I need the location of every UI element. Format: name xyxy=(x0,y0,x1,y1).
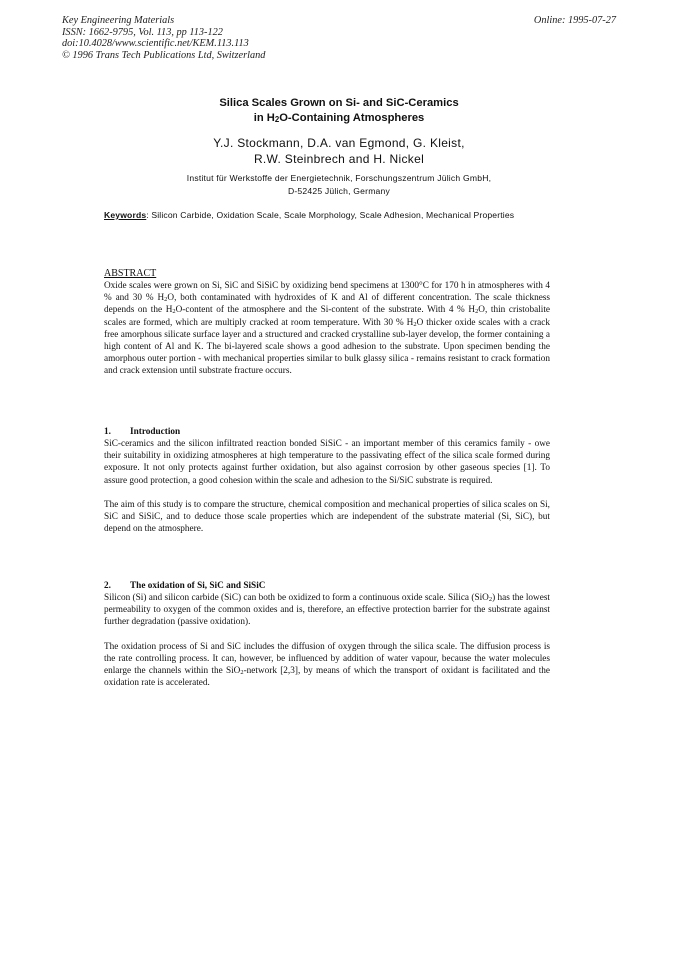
section-number: 1. xyxy=(104,427,111,437)
affiliation-line-2: D-52425 Jülich, Germany xyxy=(287,185,391,196)
journal-header xyxy=(62,15,265,61)
online-date: Online: 1995-07-27 xyxy=(533,15,616,26)
issn-line: ISSN: 1662-9795, Vol. 113, pp 113-122 xyxy=(62,26,223,38)
doi-line[interactable]: doi:10.4028/www.scientific.net/KEM.113.113 xyxy=(62,38,249,50)
title-text: in H xyxy=(253,111,275,124)
copyright-line: © 1996 Trans Tech Publications Ltd, Switzerland xyxy=(62,49,266,61)
oxidation-section xyxy=(104,580,550,689)
paragraph-text: -network [2,3], by means of which the transport of oxidant is facilitated and the oxidation rate is accelerated. xyxy=(104,665,550,689)
subscript: 2 xyxy=(164,296,168,304)
abstract-text: O, both contaminated with hydroxides of K and Al of different concentration. The scale thickness depends on the H xyxy=(104,293,550,316)
title-line-2 xyxy=(0,111,678,126)
paper-title xyxy=(0,96,678,125)
journal-name: Key Engineering Materials xyxy=(62,15,175,26)
subscript: 2 xyxy=(475,308,479,316)
abstract-body xyxy=(104,280,550,377)
authors-line-2: R.W. Steinbrech and H. Nickel xyxy=(253,152,425,166)
oxidation-paragraph-2 xyxy=(104,641,550,690)
keywords xyxy=(104,209,550,221)
abstract-heading xyxy=(104,268,550,280)
abstract-section xyxy=(104,268,550,377)
title-subscript: 2 xyxy=(274,114,280,124)
keywords-text: : Silicon Carbide, Oxidation Scale, Scale Morphology, Scale Adhesion, Mechanical Properties xyxy=(146,210,515,220)
introduction-section xyxy=(104,426,550,535)
author-list xyxy=(0,135,678,167)
section-heading-oxidation xyxy=(104,580,550,592)
introduction-paragraph-2: The aim of this study is to compare the structure, chemical composition and mechanical properties of silica scales on Si, SiC and SiSiC, and to deduce those scale properties which are independent of the substrate material (Si, SiC), but depend on the atmosphere. xyxy=(104,499,550,535)
paragraph-text: ) has the lowest permeability to oxygen of the common oxides and is, therefore, an effective protection barrier for the substrate against further degradation (passive oxidation). xyxy=(104,593,550,628)
affiliation xyxy=(0,172,678,197)
abstract-text: Oxide scales were grown on Si, SiC and SiSiC by oxidizing bend specimens at 1300°C for 170 h in atmospheres with 4 % and 30 % H xyxy=(104,281,550,304)
section-heading-introduction xyxy=(104,426,550,438)
subscript: 2 xyxy=(413,320,417,328)
section-title: Introduction xyxy=(130,427,181,437)
section-title: The oxidation of Si, SiC and SiSiC xyxy=(130,581,266,591)
introduction-paragraph-1: SiC-ceramics and the silicon infiltrated reaction bonded SiSiC - an important member of this ceramics family - owe their suitability in oxidizing atmospheres at high temperature to the passivating effect of the silica scale formed during exposure. It not only protects against further oxidation, but also against corrosion by other gaseous species [1]. To assure good protection, a good cohesion within the scale and adhesion to the Si/SiC substrate is required. xyxy=(104,439,550,486)
oxidation-paragraph-1 xyxy=(104,592,550,628)
authors-line-1: Y.J. Stockmann, D.A. van Egmond, G. Kleist, xyxy=(213,136,465,150)
subscript: 2 xyxy=(240,668,244,676)
keywords-label: Keywords xyxy=(104,210,147,220)
subscript: 2 xyxy=(172,308,176,316)
abstract-text: O, thin cristobalite scales are formed, which are multiply cracked at room temperature. With 30 % H xyxy=(104,305,550,328)
section-number: 2. xyxy=(104,581,111,591)
title-text: O-Containing Atmospheres xyxy=(279,111,425,124)
paragraph-text: The oxidation process of Si and SiC includes the diffusion of oxygen through the silica scale. The diffusion process is the rate controlling process. It can, however, be influenced by addition of water vapour, because the water molecules enlarge the channels within the SiO xyxy=(104,641,550,676)
abstract-text: O-content of the atmosphere and the Si-content of the substrate. With 4 % H xyxy=(175,305,476,316)
title-line-1: Silica Scales Grown on Si- and SiC-Ceramics xyxy=(219,97,459,109)
abstract-text: O thicker oxide scales with a crack free amorphous silicate surface layer and a structured and cracked crystalline sub-layer develop, the former containing a high content of Al and K. The bi-layered scale shows a good adhesion to the substrate. Upon specimen bending the amorphous outer portion - with mechanical properties similar to bulk glassy silica - remains resistant to crack formation and crack extension until substrate fracture occurs. xyxy=(104,317,550,377)
subscript: 2 xyxy=(488,596,493,604)
abstract-heading-text: ABSTRACT xyxy=(104,268,157,279)
affiliation-line-1: Institut für Werkstoffe der Energietechnik, Forschungszentrum Jülich GmbH, xyxy=(186,173,492,183)
paragraph-text: Silicon (Si) and silicon carbide (SiC) can both be oxidized to form a continuous oxide scale. Silica (SiO xyxy=(104,593,489,604)
